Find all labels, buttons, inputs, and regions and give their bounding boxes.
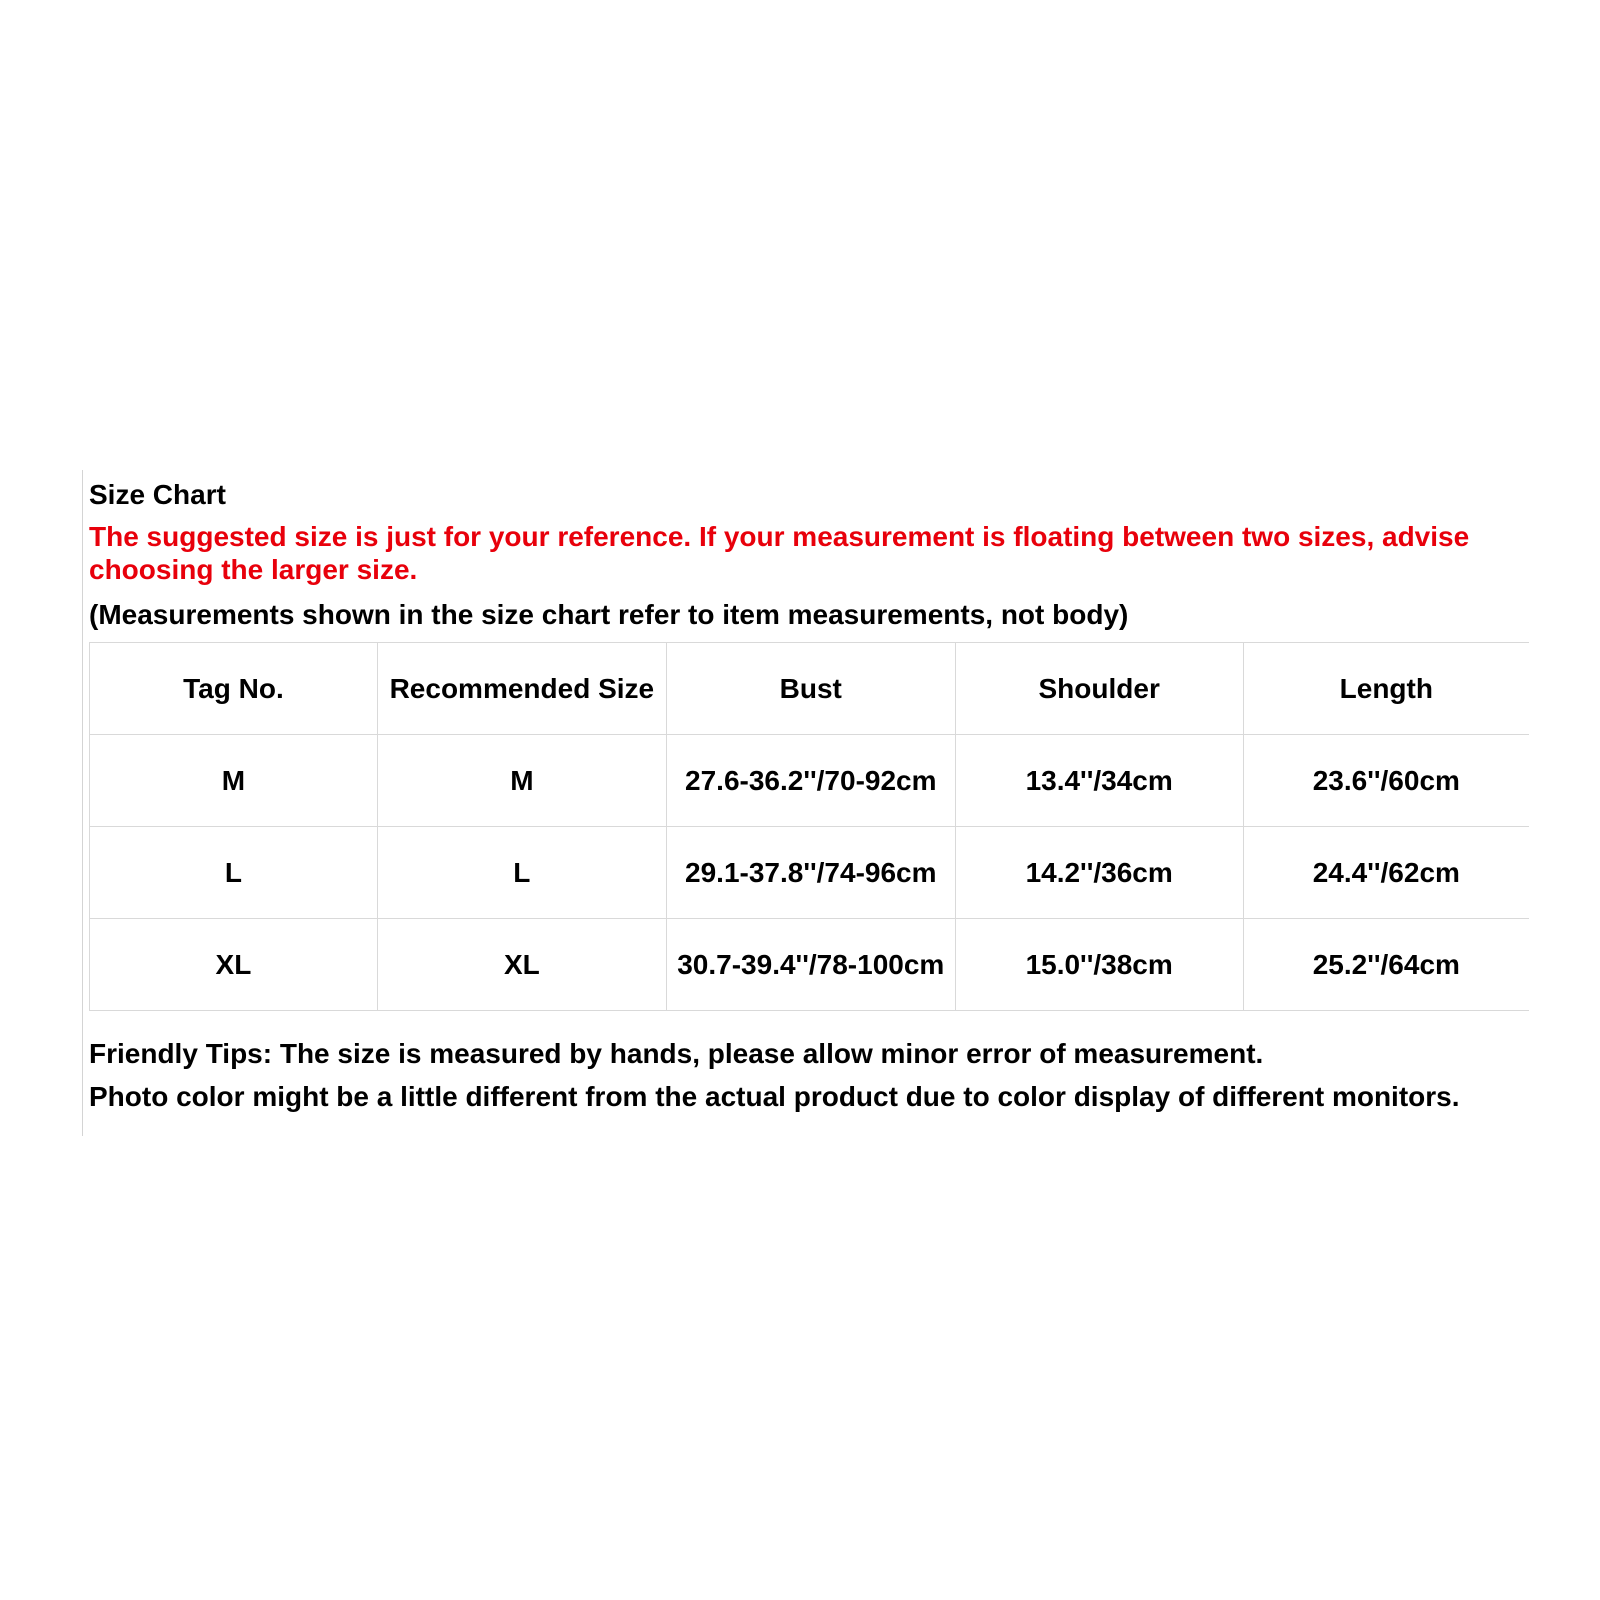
cell-length: 23.6''/60cm <box>1243 735 1529 827</box>
cell-shoulder: 14.2''/36cm <box>955 827 1243 919</box>
cell-bust: 29.1-37.8''/74-96cm <box>666 827 955 919</box>
cell-tag-no: XL <box>90 919 378 1011</box>
cell-length: 25.2''/64cm <box>1243 919 1529 1011</box>
header-recommended-size: Recommended Size <box>377 643 666 735</box>
header-bust: Bust <box>666 643 955 735</box>
cell-recommended-size: M <box>377 735 666 827</box>
cell-recommended-size: L <box>377 827 666 919</box>
measurement-note: (Measurements shown in the size chart refer to item measurements, not body) <box>89 599 1129 630</box>
table-header-row <box>90 643 1530 735</box>
header-length: Length <box>1243 643 1529 735</box>
cell-tag-no: L <box>90 827 378 919</box>
tip-photo-color: Photo color might be a little different from the actual product due to color display of different monitors. <box>89 1081 1460 1112</box>
size-table <box>89 642 1529 1011</box>
cell-tag-no: M <box>90 735 378 827</box>
header-shoulder: Shoulder <box>955 643 1243 735</box>
cell-bust: 30.7-39.4''/78-100cm <box>666 919 955 1011</box>
cell-recommended-size: XL <box>377 919 666 1011</box>
size-notice: The suggested size is just for your reference. If your measurement is floating between two sizes, advise choosing the larger size. <box>89 521 1470 585</box>
table-row <box>90 827 1530 919</box>
cell-length: 24.4''/62cm <box>1243 827 1529 919</box>
header-tag-no: Tag No. <box>90 643 378 735</box>
cell-shoulder: 15.0''/38cm <box>955 919 1243 1011</box>
cell-shoulder: 13.4''/34cm <box>955 735 1243 827</box>
tip-measurement: Friendly Tips: The size is measured by hands, please allow minor error of measurement. <box>89 1038 1264 1069</box>
page-title: Size Chart <box>89 479 226 510</box>
size-chart-panel <box>82 470 1530 1136</box>
table-row <box>90 735 1530 827</box>
table-row <box>90 919 1530 1011</box>
cell-bust: 27.6-36.2''/70-92cm <box>666 735 955 827</box>
friendly-tips <box>89 1032 1460 1118</box>
